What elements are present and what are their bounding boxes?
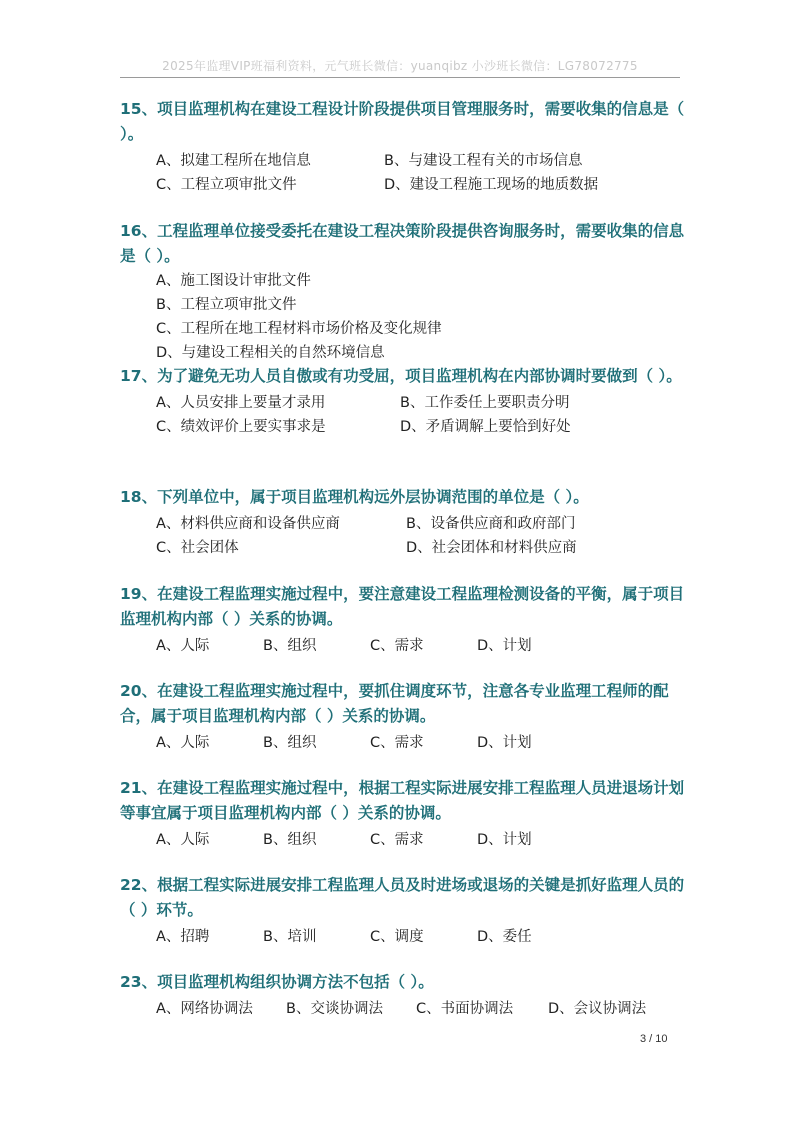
page-header-watermark: 2025年监理VIP班福利资料，元气班长微信：yuanqibz 小沙班长微信：LG78072775: [162, 59, 638, 73]
option-row: [120, 995, 685, 1019]
option-row: [120, 147, 685, 171]
option-a: A、招聘: [156, 928, 210, 945]
page-number: 3 / 10: [640, 1033, 668, 1045]
option-a: A、网络协调法: [156, 1000, 253, 1017]
option-b: B、与建设工程有关的市场信息: [384, 152, 583, 169]
question-22: [120, 873, 685, 947]
option-a: A、人际: [156, 637, 210, 654]
option-a: A、拟建工程所在地信息: [156, 152, 311, 169]
option-d: D、与建设工程相关的自然环境信息: [156, 345, 385, 361]
question-18: [120, 485, 685, 558]
option-row: [120, 826, 685, 850]
question-stem: 22、根据工程实际进展安排工程监理人员及时进场或退场的关键是抓好监理人员的（ ）环节。: [120, 876, 685, 919]
option-b: B、组织: [263, 831, 317, 848]
option-d: D、计划: [477, 831, 532, 848]
question-stem: 16、工程监理单位接受委托在建设工程决策阶段提供咨询服务时，需要收集的信息是（ ）。: [120, 222, 685, 265]
option-b: B、设备供应商和政府部门: [406, 515, 576, 532]
option-d: D、建设工程施工现场的地质数据: [384, 176, 599, 193]
option-b: B、组织: [263, 637, 317, 654]
option-c: C、绩效评价上要实事求是: [156, 418, 326, 435]
option-row: [120, 632, 685, 656]
option-d: D、计划: [477, 734, 532, 751]
question-19: [120, 582, 685, 656]
question-21: [120, 776, 685, 850]
question-17: [120, 364, 685, 437]
option-a: A、人际: [156, 734, 210, 751]
question-23: [120, 970, 685, 1019]
option-a: A、人员安排上要量才录用: [156, 394, 326, 411]
question-stem: 17、为了避免无功人员自傲或有功受屈，项目监理机构在内部协调时要做到（ ）。: [120, 367, 682, 385]
option-d: D、矛盾调解上要恰到好处: [400, 418, 571, 435]
question-stem: 15、项目监理机构在建设工程设计阶段提供项目管理服务时，需要收集的信息是（ ）。: [120, 100, 685, 143]
option-b: B、工程立项审批文件: [156, 297, 297, 313]
option-b: B、组织: [263, 734, 317, 751]
option-row: [120, 171, 685, 195]
option-b: B、工作委任上要职责分明: [400, 394, 570, 411]
question-stem: 20、在建设工程监理实施过程中，要抓住调度环节，注意各专业监理工程师的配合，属于项目监理机构内部（ ）关系的协调。: [120, 682, 669, 725]
option-c: C、书面协调法: [416, 1000, 514, 1017]
question-stem: 19、在建设工程监理实施过程中，要注意建设工程监理检测设备的平衡，属于项目监理机构内部（ ）关系的协调。: [120, 585, 685, 628]
option-d: D、委任: [477, 928, 532, 945]
question-stem: 18、下列单位中，属于项目监理机构远外层协调范围的单位是（ ）。: [120, 488, 589, 506]
option-a: A、施工图设计审批文件: [156, 273, 311, 289]
option-a: A、材料供应商和设备供应商: [156, 515, 340, 532]
option-row: [120, 534, 685, 558]
question-15: [120, 97, 685, 195]
option-c: C、需求: [370, 734, 424, 751]
option-c: C、社会团体: [156, 539, 239, 556]
option-c: C、需求: [370, 831, 424, 848]
option-a: A、人际: [156, 831, 210, 848]
question-16: [120, 219, 685, 365]
option-d: D、社会团体和材料供应商: [406, 539, 577, 556]
option-c: C、工程立项审批文件: [156, 176, 297, 193]
option-row: [120, 413, 685, 437]
question-stem: 23、项目监理机构组织协调方法不包括（ ）。: [120, 973, 434, 991]
option-d: D、计划: [477, 637, 532, 654]
option-b: B、培训: [263, 928, 317, 945]
option-d: D、会议协调法: [548, 1000, 647, 1017]
option-c: C、调度: [370, 928, 424, 945]
option-c: C、需求: [370, 637, 424, 654]
header-divider: [120, 77, 680, 78]
option-b: B、交谈协调法: [286, 1000, 383, 1017]
option-c: C、工程所在地工程材料市场价格及变化规律: [156, 321, 442, 337]
option-row: [120, 923, 685, 947]
option-row: [120, 729, 685, 753]
option-row: [120, 510, 685, 534]
question-stem: 21、在建设工程监理实施过程中，根据工程实际进展安排工程监理人员进退场计划等事宜属于项目监理机构内部（ ）关系的协调。: [120, 779, 685, 822]
option-row: [120, 389, 685, 413]
question-20: [120, 679, 685, 753]
